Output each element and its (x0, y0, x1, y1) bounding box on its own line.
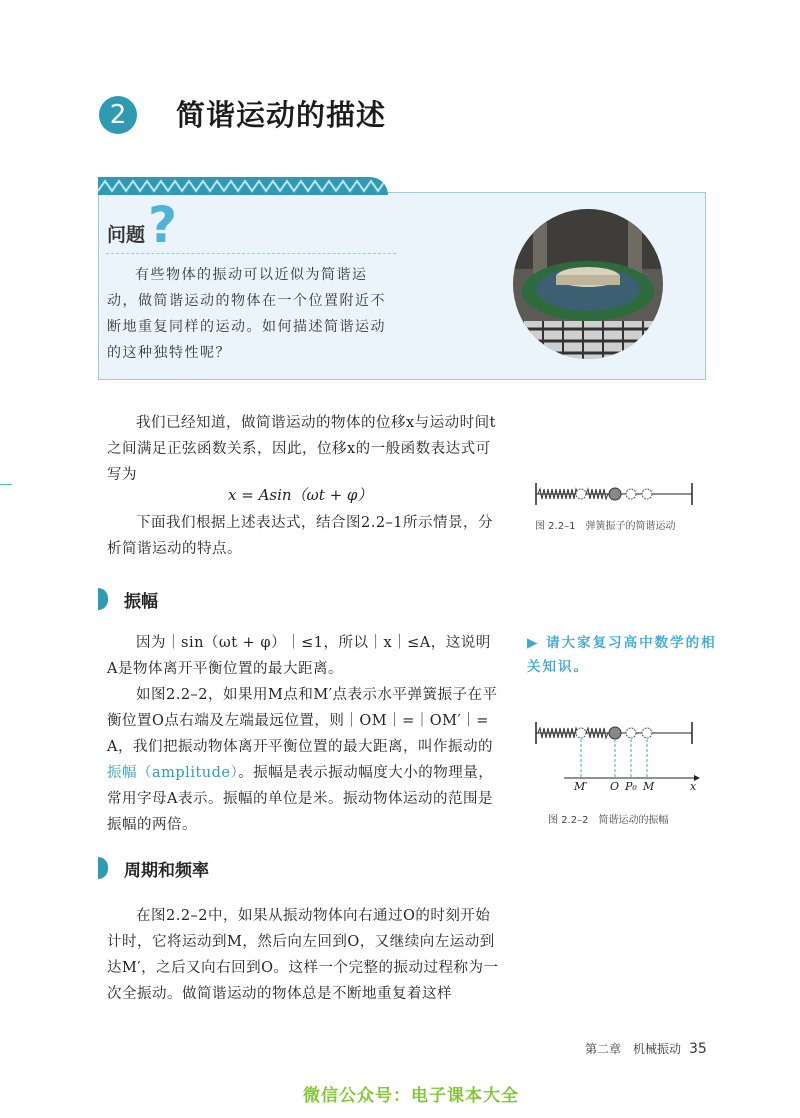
label-x-axis: x (690, 780, 697, 793)
question-box-stripe (98, 177, 388, 195)
figure-2-caption: 图 2.2–2 简谐运动的振幅 (548, 815, 669, 826)
section-number-badge: 2 (99, 96, 137, 134)
figure-1-caption: 图 2.2–1 弹簧振子的简谐运动 (535, 521, 676, 532)
margin-tick (0, 484, 12, 485)
question-label: 问题 (107, 224, 146, 246)
figure-amplitude (534, 718, 704, 800)
figure-spring-oscillator (534, 481, 694, 507)
label-o: O (610, 780, 620, 793)
amplitude-text-before: 如图2.2–2，如果用M点和M′点表示水平弹簧振子在平衡位置O点右端及左端最远位置，则｜OM｜=｜OM′｜= A，我们把振动物体离开平衡位置的最大距离，叫作振动的 (107, 687, 498, 755)
label-m: M (643, 780, 655, 793)
question-text: 有些物体的振动可以近似为简谐运动，做简谐运动的物体在一个位置附近不断地重复同样的运动。如何描述简谐运动的这种独特性呢？ (107, 267, 386, 361)
amplitude-term: 振幅（amplitude） (107, 765, 239, 781)
amplitude-paragraph-2 (107, 682, 499, 838)
heading-period-frequency: 周期和频率 (124, 861, 209, 881)
amplitude-text-after: 。振幅是表示振动幅度大小的物理量，常用字母A表示。振幅的单位是米。振动物体运动的范围是振幅的两倍。 (107, 765, 494, 833)
intro-paragraph-2: 下面我们根据上述表达式，结合图2.2–1所示情景，分析简谐运动的特点。 (107, 515, 494, 557)
displacement-formula: x = Asin（ωt + φ） (228, 486, 373, 504)
side-note: ▶ 请大家复习高中数学的相关知识。 (527, 635, 717, 675)
question-mark-icon: ? (148, 196, 178, 254)
label-m-prime: M′ (574, 780, 588, 793)
question-divider (106, 253, 396, 254)
section-title: 简谐运动的描述 (176, 98, 387, 132)
intro-paragraph-1: 我们已经知道，做简谐运动的物体的位移x与运动时间t之间满足正弦函数关系，因此，位移x的一般函数表达式可写为 (107, 415, 497, 483)
page-footer (585, 1040, 707, 1057)
watermark-text: 微信公众号：电子课本大全 (303, 1086, 519, 1106)
pendulum-photo (513, 209, 663, 359)
label-p0: P₀ (625, 780, 637, 793)
heading-marker-amplitude (98, 588, 108, 610)
page-number: 35 (689, 1041, 707, 1057)
heading-marker-period (98, 857, 108, 879)
amplitude-paragraph-1: 因为｜sin（ωt + φ）｜≤1，所以｜x｜≤A，这说明A是物体离开平衡位置的最大距离。 (107, 635, 491, 677)
period-paragraph-1: 在图2.2–2中，如果从振动物体向右通过O的时刻开始计时，它将运动到M，然后向左回到O，又继续向左运动到达M′，之后又向右回到O。这样一个完整的振动过程称为一次全振动。做简谐运动的物体总是不断地重复着这样 (107, 908, 499, 1002)
heading-amplitude: 振幅 (124, 592, 158, 612)
footer-chapter: 第二章 机械振动 (585, 1042, 682, 1056)
